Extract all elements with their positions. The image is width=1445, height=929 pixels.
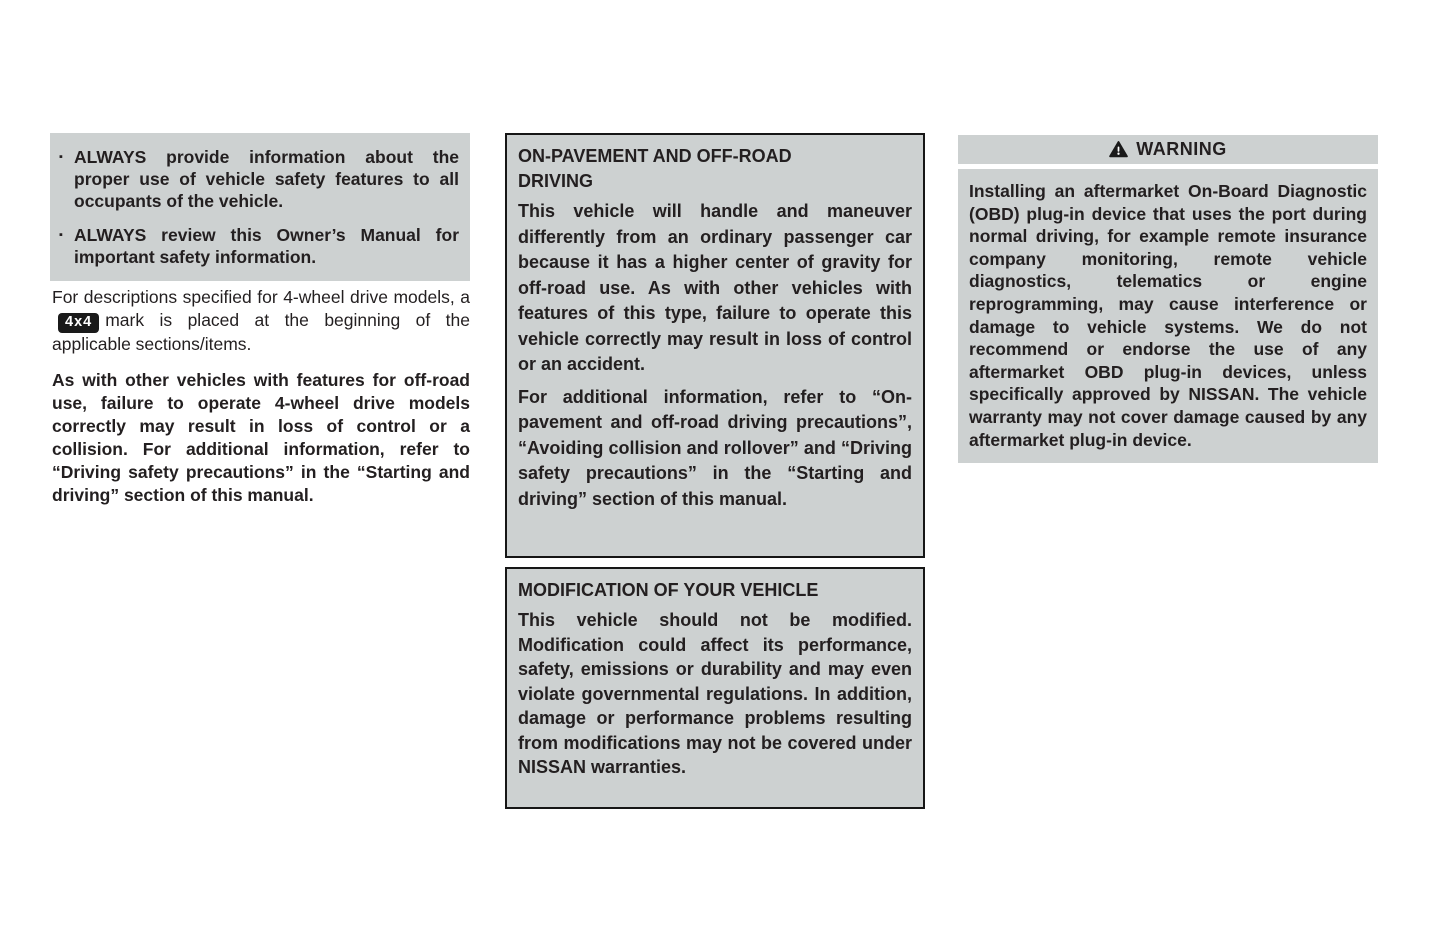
four-wheel-drive-note <box>52 286 470 355</box>
section-paragraph: This vehicle should not be modified. Modification could affect its performance, safety, emissions or durability and may even violate governmental regulations. In addition, damage or performance problems resulting from modifications may not be covered under NISSAN warranties. <box>518 610 912 777</box>
list-item <box>59 224 459 268</box>
warning-title: WARNING <box>1136 139 1227 159</box>
section-title: ON-PAVEMENT AND OFF-ROAD DRIVING <box>518 146 792 191</box>
bullet-icon: ▪ <box>59 151 63 163</box>
note-text-before: For descriptions specified for 4-wheel drive models, a <box>52 287 470 307</box>
bullet-text: ALWAYS review this Owner’s Manual for important safety information. <box>74 225 459 267</box>
on-pavement-offroad-box <box>505 133 925 558</box>
note-text-after: mark is placed at the beginning of the applicable sections/items. <box>52 309 470 354</box>
warning-triangle-icon <box>1109 140 1128 159</box>
modification-box <box>505 567 925 809</box>
list-item <box>59 146 459 212</box>
4x4-badge-icon: 4x4 <box>58 313 99 333</box>
bullet-icon: ▪ <box>59 229 63 241</box>
section-title: MODIFICATION OF YOUR VEHICLE <box>518 580 819 600</box>
safety-callout-box <box>50 133 470 281</box>
warning-body: Installing an aftermarket On-Board Diagnostic (OBD) plug-in device that uses the port during normal driving, for example remote insurance company monitoring, remote vehicle diagnostics, telematics or engine reprogramming, may cause interference or damage to vehicle systems. We do not recommend or endorse the use of any aftermarket OBD plug-in devices, unless specifically approved by NISSAN. The vehicle warranty may not cover damage caused by any aftermarket plug-in device. <box>958 169 1378 463</box>
offroad-warning-paragraph: As with other vehicles with features for off-road use, failure to operate 4-wheel drive models correctly may result in loss of control or a collision. For additional information, refer to “Driving safety precautions” in the “Starting and driving” section of this manual. <box>52 370 470 505</box>
section-paragraph: This vehicle will handle and maneuver differently from an ordinary passenger car because it has a higher center of gravity for off-road use. As with other vehicles with features of this type, failure to operate this vehicle correctly may result in loss of control or an accident. <box>518 201 912 374</box>
bullet-text: ALWAYS provide information about the proper use of vehicle safety features to all occupants of the vehicle. <box>74 147 459 211</box>
warning-header <box>958 135 1378 164</box>
section-paragraph: For additional information, refer to “On-pavement and off-road driving precautions”, “Avoiding collision and rollover” and “Driving safety precautions” in the “Starting and driving” section of this manual. <box>518 386 912 509</box>
